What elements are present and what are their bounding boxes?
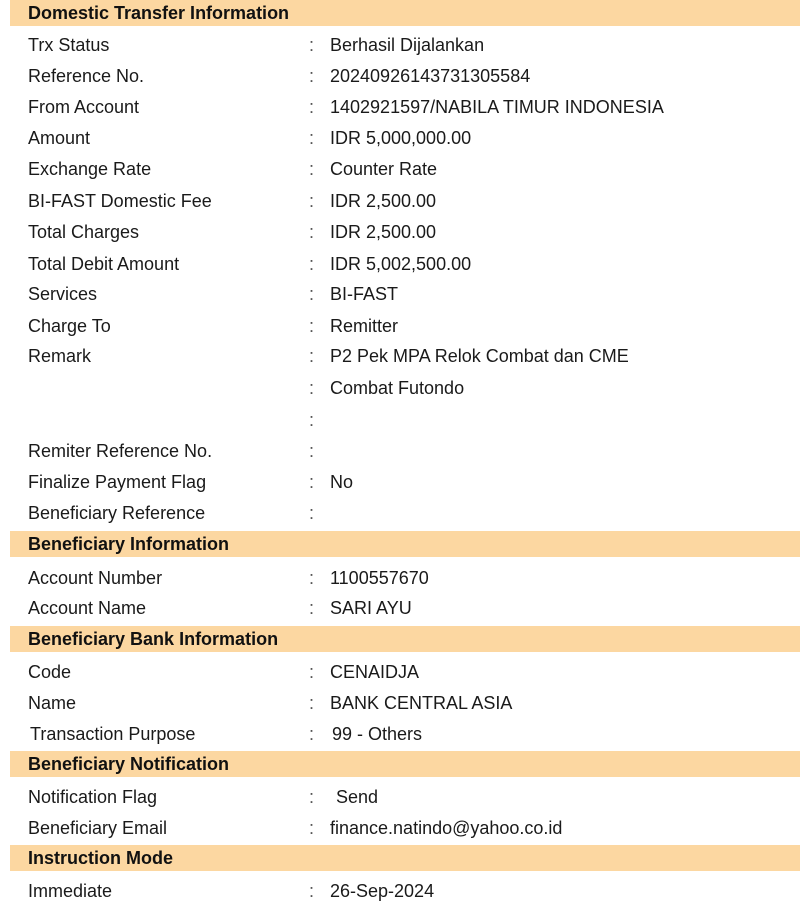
label-immediate: Immediate bbox=[28, 881, 113, 901]
section-header-beneficiary-bank-information: Beneficiary Bank Information bbox=[10, 626, 800, 652]
label-remiter-reference-no: Remiter Reference No. bbox=[28, 441, 213, 461]
value-immediate: 26-Sep-2024 bbox=[330, 881, 435, 901]
label-account-name: Account Name bbox=[28, 598, 147, 618]
separator: : bbox=[309, 35, 315, 55]
separator: : bbox=[309, 159, 315, 179]
row-from-account bbox=[0, 92, 800, 122]
separator: : bbox=[309, 787, 315, 807]
row-bank-name bbox=[0, 688, 800, 718]
value-bifast-domestic-fee: IDR 2,500.00 bbox=[330, 191, 437, 211]
label-exchange-rate: Exchange Rate bbox=[28, 159, 152, 179]
row-beneficiary-email bbox=[0, 813, 800, 843]
row-exchange-rate bbox=[0, 154, 800, 184]
label-notification-flag: Notification Flag bbox=[28, 787, 158, 807]
section-header-beneficiary-information: Beneficiary Information bbox=[10, 531, 800, 557]
row-remark-blank bbox=[0, 405, 800, 435]
separator: : bbox=[309, 191, 315, 211]
value-services: BI-FAST bbox=[330, 284, 399, 304]
row-finalize-payment-flag bbox=[0, 467, 800, 497]
label-bifast-domestic-fee: BI-FAST Domestic Fee bbox=[28, 191, 212, 211]
value-remark-line-1: P2 Pek MPA Relok Combat dan CME bbox=[330, 346, 629, 366]
separator: : bbox=[309, 284, 315, 304]
row-beneficiary-reference bbox=[0, 498, 800, 528]
separator: : bbox=[309, 254, 315, 274]
row-reference-no bbox=[0, 61, 800, 91]
value-bank-name: BANK CENTRAL ASIA bbox=[330, 693, 513, 713]
separator: : bbox=[309, 693, 315, 713]
separator: : bbox=[309, 724, 315, 744]
separator: : bbox=[309, 472, 315, 492]
value-from-account: 1402921597/NABILA TIMUR INDONESIA bbox=[330, 97, 664, 117]
value-remark-line-2: Combat Futondo bbox=[330, 378, 465, 398]
label-trx-status: Trx Status bbox=[28, 35, 110, 55]
row-remark-continued bbox=[0, 373, 800, 403]
row-total-charges bbox=[0, 217, 800, 247]
label-beneficiary-email: Beneficiary Email bbox=[28, 818, 168, 838]
separator: : bbox=[309, 503, 315, 523]
separator: : bbox=[309, 66, 315, 86]
label-amount: Amount bbox=[28, 128, 91, 148]
value-account-name: SARI AYU bbox=[330, 598, 412, 618]
section-header-domestic-transfer: Domestic Transfer Information bbox=[10, 0, 800, 26]
label-reference-no: Reference No. bbox=[28, 66, 145, 86]
label-beneficiary-reference: Beneficiary Reference bbox=[28, 503, 206, 523]
value-total-charges: IDR 2,500.00 bbox=[330, 222, 437, 242]
label-account-number: Account Number bbox=[28, 568, 163, 588]
value-amount: IDR 5,000,000.00 bbox=[330, 128, 472, 148]
value-total-debit-amount: IDR 5,002,500.00 bbox=[330, 254, 472, 274]
separator: : bbox=[309, 378, 315, 398]
label-remark: Remark bbox=[28, 346, 92, 366]
value-bank-code: CENAIDJA bbox=[330, 662, 420, 682]
label-bank-name: Name bbox=[28, 693, 77, 713]
row-amount bbox=[0, 123, 800, 153]
value-beneficiary-email: finance.natindo@yahoo.co.id bbox=[330, 818, 563, 838]
separator: : bbox=[309, 97, 315, 117]
label-from-account: From Account bbox=[28, 97, 140, 117]
label-finalize-payment-flag: Finalize Payment Flag bbox=[28, 472, 207, 492]
separator: : bbox=[309, 818, 315, 838]
value-exchange-rate: Counter Rate bbox=[330, 159, 438, 179]
separator: : bbox=[309, 410, 315, 430]
row-charge-to bbox=[0, 311, 800, 341]
value-trx-status: Berhasil Dijalankan bbox=[330, 35, 485, 55]
separator: : bbox=[309, 881, 315, 901]
value-charge-to: Remitter bbox=[330, 316, 399, 336]
row-account-name bbox=[0, 593, 800, 623]
separator: : bbox=[309, 128, 315, 148]
separator: : bbox=[309, 662, 315, 682]
label-bank-code: Code bbox=[28, 662, 72, 682]
label-charge-to: Charge To bbox=[28, 316, 111, 336]
label-total-charges: Total Charges bbox=[28, 222, 140, 242]
row-remiter-reference-no bbox=[0, 436, 800, 466]
row-bifast-domestic-fee bbox=[0, 186, 800, 216]
row-services bbox=[0, 279, 800, 309]
value-transaction-purpose: 99 - Others bbox=[332, 724, 423, 744]
separator: : bbox=[309, 316, 315, 336]
row-notification-flag bbox=[0, 782, 800, 812]
value-reference-no: 20240926143731305584 bbox=[330, 66, 531, 86]
label-services: Services bbox=[28, 284, 98, 304]
row-transaction-purpose bbox=[0, 719, 800, 749]
row-trx-status bbox=[0, 30, 800, 60]
value-finalize-payment-flag: No bbox=[330, 472, 354, 492]
value-account-number: 1100557670 bbox=[330, 568, 429, 588]
separator: : bbox=[309, 441, 315, 461]
section-header-beneficiary-notification: Beneficiary Notification bbox=[10, 751, 800, 777]
row-remark bbox=[0, 341, 800, 371]
row-bank-code bbox=[0, 657, 800, 687]
separator: : bbox=[309, 598, 315, 618]
label-total-debit-amount: Total Debit Amount bbox=[28, 254, 180, 274]
row-total-debit-amount bbox=[0, 249, 800, 279]
section-header-instruction-mode: Instruction Mode bbox=[10, 845, 800, 871]
row-account-number bbox=[0, 563, 800, 593]
separator: : bbox=[309, 568, 315, 588]
separator: : bbox=[309, 222, 315, 242]
value-notification-flag: Send bbox=[336, 787, 379, 807]
separator: : bbox=[309, 346, 315, 366]
label-transaction-purpose: Transaction Purpose bbox=[30, 724, 196, 744]
